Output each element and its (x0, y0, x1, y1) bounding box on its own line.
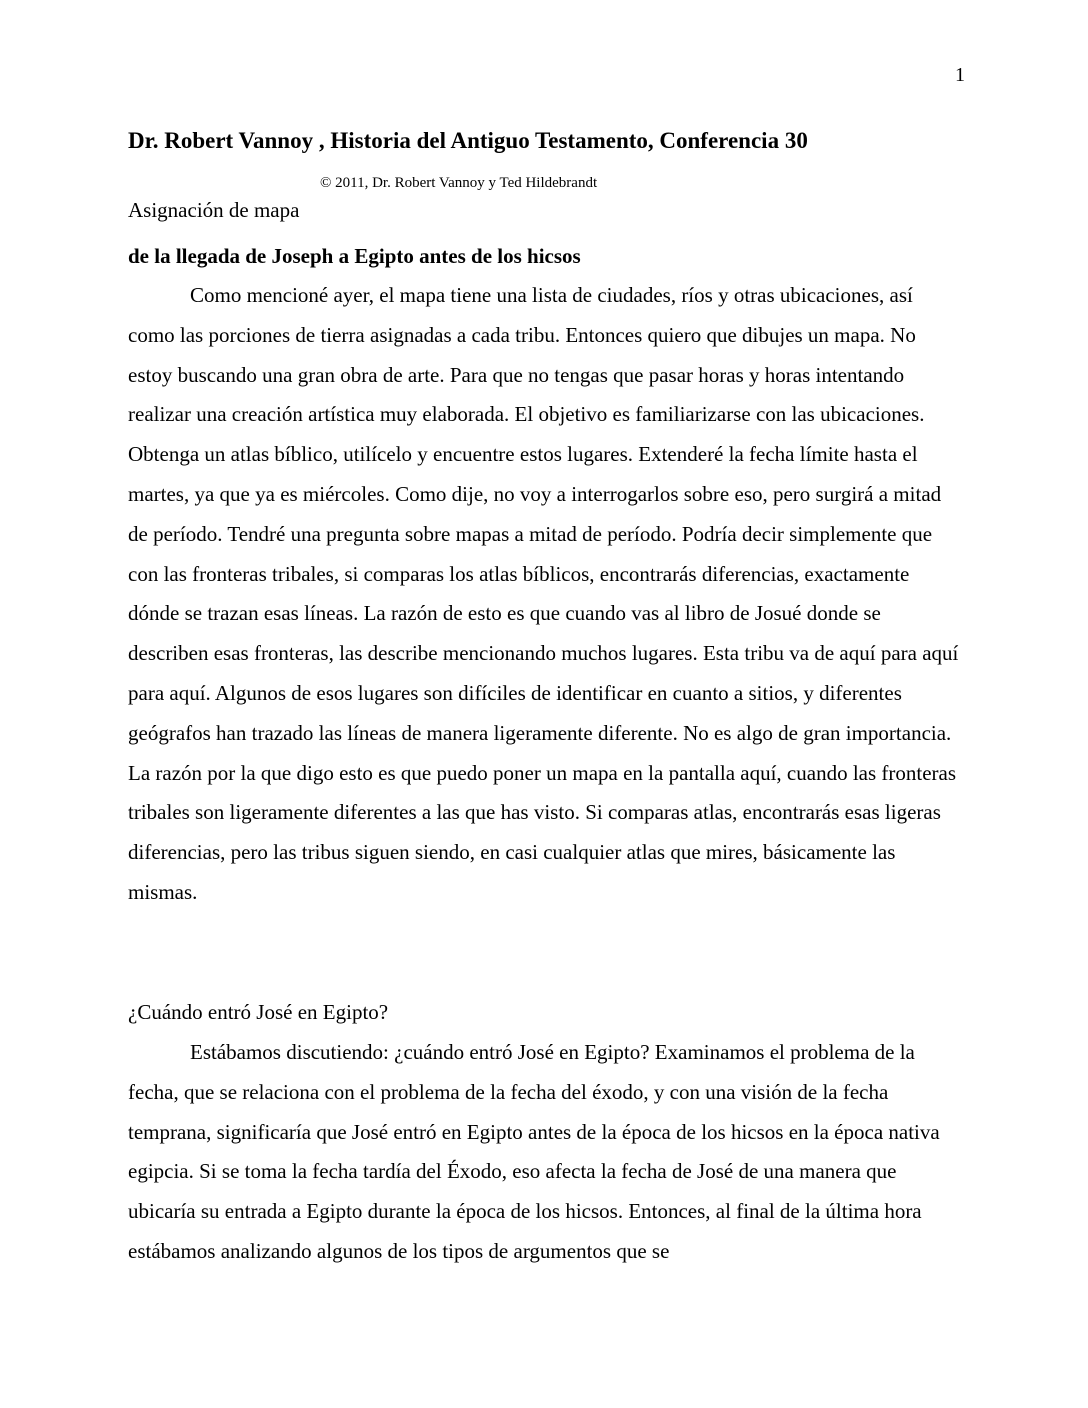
section-heading-joseph-egypt: ¿Cuándo entró José en Egipto? (128, 1000, 389, 1024)
document-title: Dr. Robert Vannoy , Historia del Antiguo Testamento, Conferencia 30 (128, 128, 808, 153)
page-number: 1 (955, 64, 965, 86)
copyright-line: © 2011, Dr. Robert Vannoy y Ted Hildebrandt (320, 175, 598, 191)
paragraph-map-assignment: Como mencioné ayer, el mapa tiene una lista de ciudades, ríos y otras ubicaciones, así como las porciones de tierra asignadas a cada tribu. Entonces quiero que dibujes un mapa. No estoy buscando una gran obra de arte. Para que no tengas que pasar horas y horas intentando realizar una creación artística muy elaborada. El objetivo es familiarizarse con las ubicaciones. Obtenga un atlas bíblico, utilícelo y encuentre estos lugares. Extenderé la fecha límite hasta el martes, ya que ya es miércoles. Como dije, no voy a interrogarlos sobre eso, pero surgirá a mitad de período. Tendré una pregunta sobre mapas a mitad de período. Podría decir simplemente que con las fronteras tribales, si comparas los atlas bíblicos, encontrarás diferencias, exactamente dónde se trazan esas líneas. La razón de esto es que cuando vas al libro de Josué donde se describen esas fronteras, las describe mencionando muchos lugares. Esta tribu va de aquí para aquí para aquí. Algunos de esos lugares son difíciles de identificar en cuanto a sitios, y diferentes geógrafos han trazado las líneas de manera ligeramente diferente. No es algo de gran importancia. La razón por la que digo esto es que puedo poner un mapa en la pantalla aquí, cuando las fronteras tribales son ligeramente diferentes a las que has visto. Si comparas atlas, encontrarás esas ligeras diferencias, pero las tribus siguen siendo, en casi cualquier atlas que mires, básicamente las mismas. (128, 283, 959, 904)
paragraph-joseph-egypt: Estábamos discutiendo: ¿cuándo entró José en Egipto? Examinamos el problema de la fecha, que se relaciona con el problema de la fecha del éxodo, y con una visión de la fecha temprana, significaría que José entró en Egipto antes de la época de los hicsos en la época nativa egipcia. Si se toma la fecha tardía del Éxodo, eso afecta la fecha de José de una manera que ubicaría su entrada a Egipto durante la época de los hicsos. Entonces, al final de la última hora estábamos analizando algunos de los tipos de argumentos que se (128, 1040, 940, 1263)
section-subheading-joseph-arrival: de la llegada de Joseph a Egipto antes de los hicsos (128, 244, 581, 268)
section-heading-map-assignment: Asignación de mapa (128, 198, 300, 222)
